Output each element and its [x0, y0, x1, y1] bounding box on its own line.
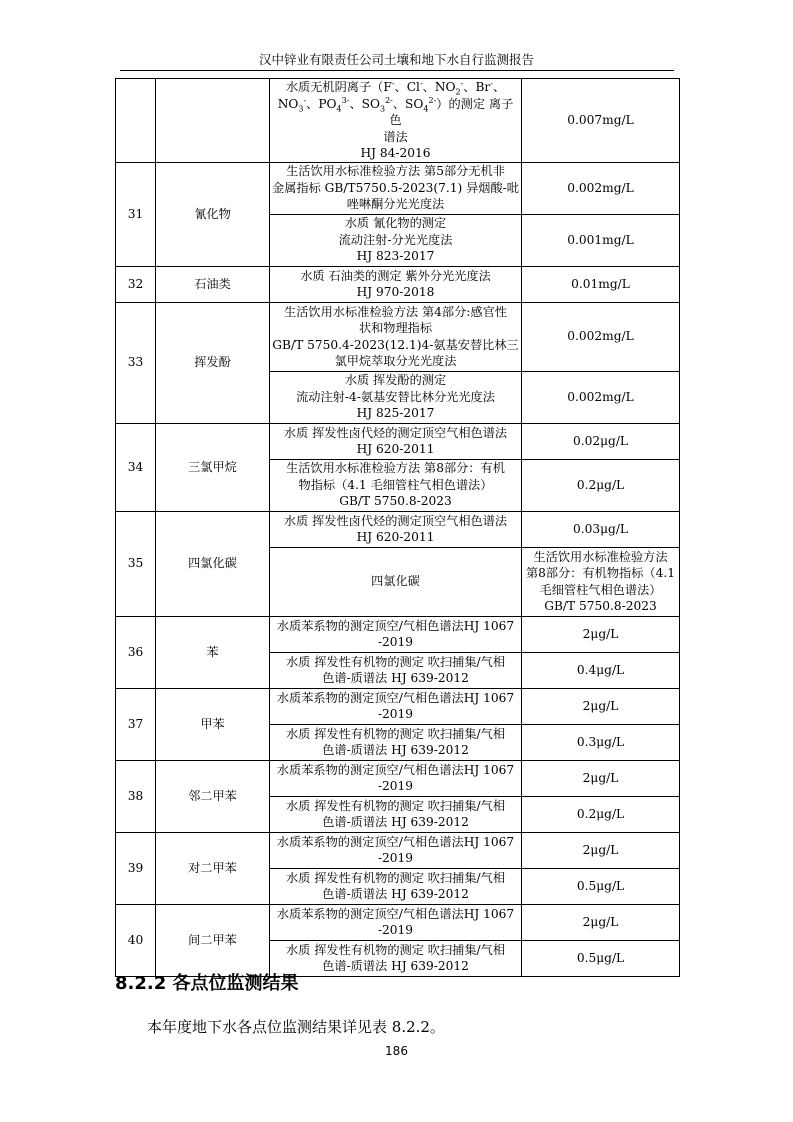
header-rule — [120, 70, 674, 71]
detection-limit: 0.002mg/L — [522, 371, 680, 423]
method-cell: 水质 挥发性有机物的测定 吹扫捕集/气相 色谱-质谱法 HJ 639-2012 — [270, 724, 522, 760]
analyte-name: 邻二甲苯 — [156, 760, 270, 832]
detection-limit: 0.5μg/L — [522, 940, 680, 976]
row-number: 37 — [116, 688, 156, 760]
report-header-title: 汉中锌业有限责任公司土壤和地下水自行监测报告 — [258, 52, 534, 67]
method-cell: 生活饮用水标准检验方法 第5部分无机非 金属指标 GB/T5750.5-2023(7.1) 异烟酸-吡 唑啉酮分光光度法 — [270, 162, 522, 214]
table-row — [116, 79, 680, 163]
table-row — [116, 302, 680, 371]
detection-limit: 0.001mg/L — [522, 214, 680, 266]
analyte-name: 三氯甲烷 — [156, 423, 270, 511]
method-cell: 水质 挥发性卤代烃的测定顶空气相色谱法 HJ 620-2011 — [270, 423, 522, 459]
method-cell: 生活饮用水标准检验方法 第8部分：有机 物指标（4.1 毛细管柱气相色谱法） GB/T 5750.8-2023 — [270, 459, 522, 511]
table-row — [116, 266, 680, 302]
method-cell: 水质 石油类的测定 紫外分光光度法 HJ 970-2018 — [270, 266, 522, 302]
analyte-name: 对二甲苯 — [156, 832, 270, 904]
analyte-name: 氰化物 — [156, 162, 270, 266]
method-cell: 水质苯系物的测定顶空/气相色谱法HJ 1067 -2019 — [270, 904, 522, 940]
method-cell: 水质无机阴离子（F-、Cl-、$NO_2^-$、Br-、 $NO_3^-$、$PO_4^{3-}$、$SO_3^{2-}$、$SO_4^{2-}$）的测定 离子色 谱法 HJ 84-2016 — [270, 79, 522, 163]
row-number: 31 — [116, 162, 156, 266]
table-row — [116, 616, 680, 652]
row-number: 32 — [116, 266, 156, 302]
section-heading: 8.2.2 各点位监测结果 — [115, 973, 299, 994]
detection-limit: 2μg/L — [522, 760, 680, 796]
detection-limit: 0.2μg/L — [522, 796, 680, 832]
analyte-name: 间二甲苯 — [156, 904, 270, 976]
analyte-name: 四氯化碳 — [156, 511, 270, 616]
row-number: 39 — [116, 832, 156, 904]
table-row — [116, 760, 680, 796]
row-number: 36 — [116, 616, 156, 688]
row-number: 38 — [116, 760, 156, 832]
row-number: 35 — [116, 511, 156, 616]
method-cell: 水质苯系物的测定顶空/气相色谱法HJ 1067 -2019 — [270, 688, 522, 724]
detection-limit: 0.002mg/L — [522, 162, 680, 214]
detection-limit: 0.3μg/L — [522, 724, 680, 760]
detection-limit: 0.01mg/L — [522, 266, 680, 302]
table-row — [116, 511, 680, 547]
detection-limit: 0.4μg/L — [522, 652, 680, 688]
method-cell: 水质苯系物的测定顶空/气相色谱法HJ 1067 -2019 — [270, 832, 522, 868]
monitoring-methods-table — [115, 78, 680, 977]
page-number: 186 — [385, 1044, 408, 1058]
analyte-name: 甲苯 — [156, 688, 270, 760]
detection-limit: 0.5μg/L — [522, 868, 680, 904]
table-row — [116, 423, 680, 459]
analyte-name — [156, 79, 270, 163]
row-number: 33 — [116, 302, 156, 423]
analyte-name: 石油类 — [156, 266, 270, 302]
table-row — [116, 162, 680, 214]
row-number: 40 — [116, 904, 156, 976]
table-row — [116, 904, 680, 940]
method-cell: 水质 挥发性有机物的测定 吹扫捕集/气相 色谱-质谱法 HJ 639-2012 — [270, 652, 522, 688]
detection-limit: 2μg/L — [522, 904, 680, 940]
detection-limit: 2μg/L — [522, 616, 680, 652]
detection-limit: 2μg/L — [522, 832, 680, 868]
row-number: 34 — [116, 423, 156, 511]
method-cell: 水质 挥发性卤代烃的测定顶空气相色谱法 HJ 620-2011 — [270, 511, 522, 547]
detection-limit: 2μg/L — [522, 688, 680, 724]
row-number — [116, 79, 156, 163]
body-paragraph: 本年度地下水各点位监测结果详见表 8.2.2。 — [147, 1018, 445, 1036]
method-cell: 水质 氰化物的测定 流动注射-分光光度法 HJ 823-2017 — [270, 214, 522, 266]
detection-limit: 0.03μg/L — [522, 511, 680, 547]
table-row — [116, 688, 680, 724]
method-cell: 水质 挥发性有机物的测定 吹扫捕集/气相 色谱-质谱法 HJ 639-2012 — [270, 940, 522, 976]
method-cell: 生活饮用水标准检验方法 第4部分:感官性 状和物理指标 GB/T 5750.4-2023(12.1)4-氨基安替比林三 氯甲烷萃取分光光度法 — [270, 302, 522, 371]
table-row — [116, 832, 680, 868]
detection-limit: 0.2μg/L — [522, 459, 680, 511]
method-cell: 水质苯系物的测定顶空/气相色谱法HJ 1067 -2019 — [270, 616, 522, 652]
method-cell: 水质苯系物的测定顶空/气相色谱法HJ 1067 -2019 — [270, 760, 522, 796]
method-cell: 水质 挥发酚的测定 流动注射-4-氨基安替比林分光光度法 HJ 825-2017 — [270, 371, 522, 423]
detection-limit: 0.002mg/L — [522, 302, 680, 371]
detection-limit: 0.02μg/L — [522, 423, 680, 459]
detection-limit: 0.007mg/L — [522, 79, 680, 163]
method-cell: 四氯化碳 — [270, 547, 522, 616]
detection-limit: 生活饮用水标准检验方法 第8部分：有机物指标（4.1 毛细管柱气相色谱法） GB/T 5750.8-2023 — [522, 547, 680, 616]
analyte-name: 挥发酚 — [156, 302, 270, 423]
analyte-name: 苯 — [156, 616, 270, 688]
method-cell: 水质 挥发性有机物的测定 吹扫捕集/气相 色谱-质谱法 HJ 639-2012 — [270, 868, 522, 904]
method-cell: 水质 挥发性有机物的测定 吹扫捕集/气相 色谱-质谱法 HJ 639-2012 — [270, 796, 522, 832]
